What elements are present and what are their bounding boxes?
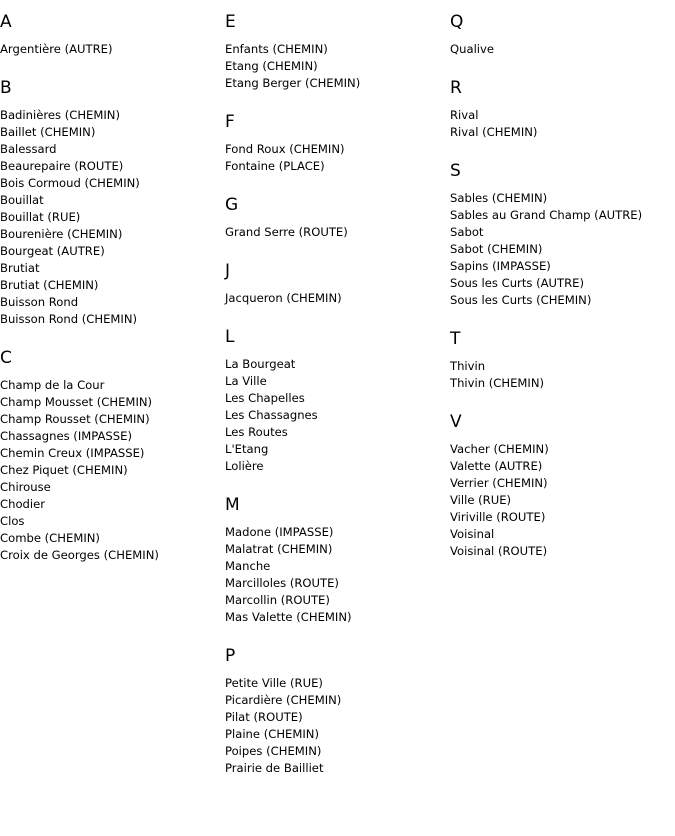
street-link[interactable]: Chemin Creux (IMPASSE) bbox=[0, 446, 145, 460]
street-link[interactable]: Etang (CHEMIN) bbox=[225, 59, 318, 73]
street-list bbox=[225, 41, 360, 92]
street-link[interactable]: Fond Roux (CHEMIN) bbox=[225, 142, 345, 156]
street-link[interactable]: L'Etang bbox=[225, 442, 269, 456]
street-link[interactable]: Bouillat bbox=[0, 193, 44, 207]
letter-heading: A bbox=[0, 12, 12, 32]
letter-heading: P bbox=[225, 646, 236, 666]
street-link[interactable]: Combe (CHEMIN) bbox=[0, 531, 100, 545]
street-link[interactable]: Thivin (CHEMIN) bbox=[450, 376, 545, 390]
letter-heading: C bbox=[0, 348, 12, 368]
street-link[interactable]: Brutiat (CHEMIN) bbox=[0, 278, 99, 292]
street-link[interactable]: Rival bbox=[450, 108, 479, 122]
street-list bbox=[450, 41, 642, 58]
street-link[interactable]: Madone (IMPASSE) bbox=[225, 525, 334, 539]
street-link[interactable]: Voisinal bbox=[450, 527, 495, 541]
street-link[interactable]: Les Chapelles bbox=[225, 391, 305, 405]
letter-section bbox=[450, 411, 642, 560]
street-link[interactable]: Verrier (CHEMIN) bbox=[450, 476, 548, 490]
street-link[interactable]: Etang Berger (CHEMIN) bbox=[225, 76, 361, 90]
street-list bbox=[225, 675, 360, 777]
street-link[interactable]: Chez Piquet (CHEMIN) bbox=[0, 463, 128, 477]
street-link[interactable]: Sables au Grand Champ (AUTRE) bbox=[450, 208, 643, 222]
street-link[interactable]: La Ville bbox=[225, 374, 267, 388]
street-link[interactable]: Chodier bbox=[0, 497, 46, 511]
street-link[interactable]: Viriville (ROUTE) bbox=[450, 510, 546, 524]
street-link[interactable]: Beaurepaire (ROUTE) bbox=[0, 159, 124, 173]
street-link[interactable]: Bouillat (RUE) bbox=[0, 210, 81, 224]
letter-section bbox=[225, 11, 360, 92]
letter-heading: B bbox=[0, 78, 12, 98]
letter-section bbox=[225, 260, 360, 307]
street-link[interactable]: Argentière (AUTRE) bbox=[0, 42, 113, 56]
street-link[interactable]: Brutiat bbox=[0, 261, 40, 275]
letter-heading: V bbox=[450, 412, 462, 432]
street-link[interactable]: Sables (CHEMIN) bbox=[450, 191, 548, 205]
street-list bbox=[450, 107, 642, 141]
letter-section bbox=[450, 77, 642, 141]
street-link[interactable]: Sabot (CHEMIN) bbox=[450, 242, 543, 256]
street-link[interactable]: Enfants (CHEMIN) bbox=[225, 42, 328, 56]
street-link[interactable]: Bourenière (CHEMIN) bbox=[0, 227, 123, 241]
letter-section bbox=[0, 77, 159, 328]
letter-heading: R bbox=[450, 78, 462, 98]
letter-heading: L bbox=[225, 327, 235, 347]
street-link[interactable]: Badinières (CHEMIN) bbox=[0, 108, 120, 122]
street-list bbox=[450, 441, 642, 560]
street-link[interactable]: Ville (RUE) bbox=[450, 493, 512, 507]
street-link[interactable]: Bois Cormoud (CHEMIN) bbox=[0, 176, 140, 190]
street-link[interactable]: Champ Rousset (CHEMIN) bbox=[0, 412, 150, 426]
letter-heading: G bbox=[225, 195, 239, 215]
street-link[interactable]: Les Chassagnes bbox=[225, 408, 318, 422]
street-link[interactable]: Valette (AUTRE) bbox=[450, 459, 543, 473]
street-link[interactable]: Baillet (CHEMIN) bbox=[0, 125, 96, 139]
street-link[interactable]: Clos bbox=[0, 514, 25, 528]
street-link[interactable]: Voisinal (ROUTE) bbox=[450, 544, 548, 558]
street-list bbox=[450, 358, 642, 392]
street-link[interactable]: Vacher (CHEMIN) bbox=[450, 442, 549, 456]
street-list bbox=[225, 224, 360, 241]
letter-heading: S bbox=[450, 161, 461, 181]
street-link[interactable]: Lolière bbox=[225, 459, 264, 473]
street-link[interactable]: La Bourgeat bbox=[225, 357, 296, 371]
index-column bbox=[450, 11, 642, 579]
street-link[interactable]: Bourgeat (AUTRE) bbox=[0, 244, 105, 258]
street-link[interactable]: Chassagnes (IMPASSE) bbox=[0, 429, 132, 443]
street-link[interactable]: Poipes (CHEMIN) bbox=[225, 744, 322, 758]
street-link[interactable]: Sous les Curts (AUTRE) bbox=[450, 276, 585, 290]
street-link[interactable]: Fontaine (PLACE) bbox=[225, 159, 325, 173]
street-link[interactable]: Plaine (CHEMIN) bbox=[225, 727, 319, 741]
street-link[interactable]: Jacqueron (CHEMIN) bbox=[225, 291, 342, 305]
street-link[interactable]: Marcilloles (ROUTE) bbox=[225, 576, 339, 590]
street-link[interactable]: Champ de la Cour bbox=[0, 378, 105, 392]
street-list bbox=[0, 377, 159, 564]
street-link[interactable]: Petite Ville (RUE) bbox=[225, 676, 323, 690]
index-column bbox=[0, 11, 159, 583]
street-link[interactable]: Rival (CHEMIN) bbox=[450, 125, 538, 139]
index-column bbox=[225, 11, 360, 796]
street-link[interactable]: Mas Valette (CHEMIN) bbox=[225, 610, 352, 624]
street-link[interactable]: Sous les Curts (CHEMIN) bbox=[450, 293, 592, 307]
street-link[interactable]: Picardière (CHEMIN) bbox=[225, 693, 342, 707]
street-link[interactable]: Croix de Georges (CHEMIN) bbox=[0, 548, 159, 562]
letter-heading: E bbox=[225, 12, 236, 32]
street-link[interactable]: Pilat (ROUTE) bbox=[225, 710, 303, 724]
street-link[interactable]: Malatrat (CHEMIN) bbox=[225, 542, 333, 556]
street-list bbox=[225, 290, 360, 307]
letter-heading: Q bbox=[450, 12, 464, 32]
street-link[interactable]: Sapins (IMPASSE) bbox=[450, 259, 551, 273]
letter-section bbox=[225, 645, 360, 777]
street-link[interactable]: Balessard bbox=[0, 142, 57, 156]
street-list bbox=[0, 41, 159, 58]
letter-section bbox=[225, 111, 360, 175]
letter-section bbox=[225, 326, 360, 475]
letter-section bbox=[225, 494, 360, 626]
letter-section bbox=[225, 194, 360, 241]
street-link[interactable]: Prairie de Bailliet bbox=[225, 761, 324, 775]
letter-section bbox=[450, 328, 642, 392]
letter-section bbox=[450, 11, 642, 58]
street-list bbox=[0, 107, 159, 328]
letter-section bbox=[0, 347, 159, 564]
street-link[interactable]: Champ Mousset (CHEMIN) bbox=[0, 395, 153, 409]
street-list bbox=[225, 356, 360, 475]
letter-heading: J bbox=[225, 261, 231, 281]
street-link[interactable]: Les Routes bbox=[225, 425, 288, 439]
street-list bbox=[225, 524, 360, 626]
letter-heading: T bbox=[450, 329, 461, 349]
street-link[interactable]: Buisson Rond (CHEMIN) bbox=[0, 312, 138, 326]
letter-heading: F bbox=[225, 112, 235, 132]
letter-section bbox=[0, 11, 159, 58]
letter-section bbox=[450, 160, 642, 309]
street-list bbox=[225, 141, 360, 175]
street-link[interactable]: Grand Serre (ROUTE) bbox=[225, 225, 348, 239]
street-link[interactable]: Sabot bbox=[450, 225, 484, 239]
street-link[interactable]: Buisson Rond bbox=[0, 295, 79, 309]
street-link[interactable]: Qualive bbox=[450, 42, 495, 56]
street-link[interactable]: Thivin bbox=[450, 359, 486, 373]
street-link[interactable]: Chirouse bbox=[0, 480, 51, 494]
street-link[interactable]: Manche bbox=[225, 559, 271, 573]
street-list bbox=[450, 190, 642, 309]
street-link[interactable]: Marcollin (ROUTE) bbox=[225, 593, 330, 607]
letter-heading: M bbox=[225, 495, 240, 515]
